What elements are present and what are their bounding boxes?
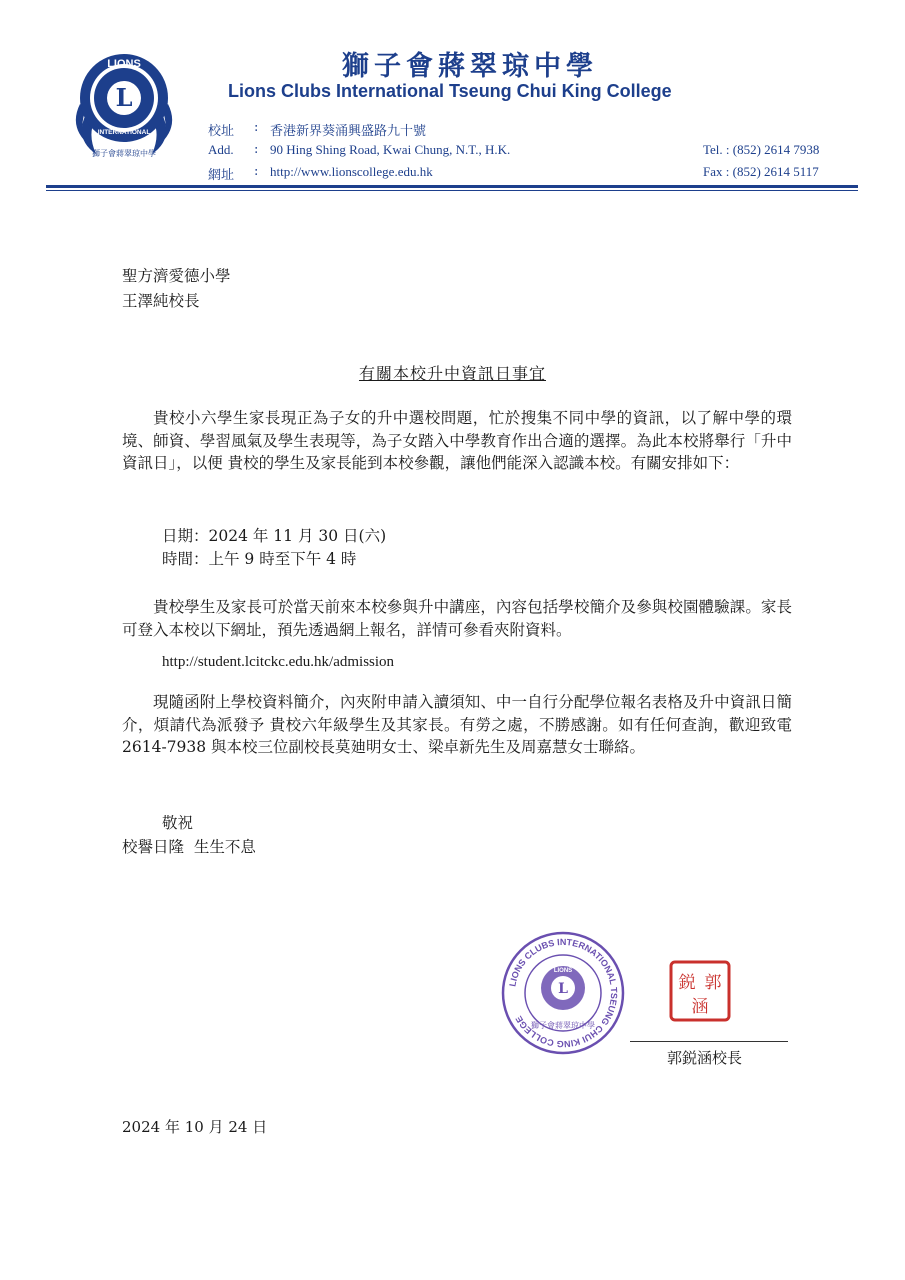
website-label: 網址	[208, 168, 235, 183]
address-en: 90 Hing Shing Road, Kwai Chung, N.T., H.K.	[270, 142, 511, 157]
school-name-english: Lions Clubs International Tseung Chui King College	[228, 81, 672, 101]
seal-char-1: 鋭	[678, 973, 696, 993]
school-name-chinese: 獅子會蔣翠琼中學	[342, 51, 598, 82]
address-en-label: Add.	[208, 142, 234, 157]
principal-name: 郭鋭涵校長	[667, 1049, 743, 1067]
admission-link[interactable]: http://student.lcitckc.edu.hk/admission	[162, 654, 395, 670]
telephone: Tel. : (852) 2614 7938	[703, 142, 820, 157]
letter-date: 2024 年 10 月 24 日	[122, 1118, 268, 1136]
seal-char-3: 涵	[691, 997, 709, 1017]
logo-text-bottom: 獅子會蔣翠琼中學	[92, 149, 156, 158]
colon: :	[254, 164, 259, 179]
letter-subject: 有關本校升中資訊日事宜	[358, 364, 546, 383]
header-rule-thin	[46, 190, 858, 191]
website-link[interactable]: http://www.lionscollege.edu.hk	[270, 164, 433, 179]
paragraph-1: 貴校小六學生家長現正為子女的升中選校問題，忙於搜集不同中學的資訊，以了解中學的環境、師資、學習風氣及學生表現等，為子女踏入中學教育作出合適的選擇。為此本校將舉行「升中資訊日」，以便 貴校的學生及家長能到本校參觀，讓他們能深入認識本校。有關安排如下：	[122, 409, 792, 472]
stamp-letter: L	[558, 981, 568, 997]
stamp-ring-text: LIONS CLUBS INTERNATIONAL TSEUNG CHUI KING COLLEGE	[507, 936, 620, 1050]
signature-line	[630, 1041, 788, 1042]
fax: Fax : (852) 2614 5117	[703, 164, 819, 179]
stamp-bottom-text: 獅子會蔣翠琼中學	[531, 1021, 595, 1030]
recipient-school: 聖方濟愛德小學	[122, 267, 231, 285]
seal-char-2: 郭	[704, 973, 722, 993]
school-stamp	[500, 930, 626, 1056]
event-date: 日期：2024 年 11 月 30 日(六)	[162, 527, 387, 545]
recipient-principal: 王澤純校長	[122, 292, 200, 310]
paragraph-3: 現隨函附上學校資料簡介，內夾附申請入讀須知、中一自行分配學位報名表格及升中資訊日簡介，煩請代為派發予 貴校六年級學生及其家長。有勞之處，不勝感謝。如有任何查詢，歡迎致電 2614-7938 與本校三位副校長莫廸明女士、梁卓新先生及周嘉慧女士聯絡。	[122, 693, 792, 756]
logo-text-band: INTERNATIONAL	[97, 129, 151, 136]
logo-text-top: LIONS	[107, 58, 141, 70]
paragraph-2: 貴校學生及家長可於當天前來本校參與升中講座，內容包括學校簡介及參與校園體驗課。家長可登入本校以下網址，預先透過網上報名，詳情可參看夾附資料。	[122, 598, 792, 639]
address-cn: 香港新界葵涌興盛路九十號	[270, 123, 427, 138]
colon: :	[254, 142, 259, 157]
closing-wish: 校譽日隆 生生不息	[122, 838, 256, 856]
logo-letter: L	[115, 83, 133, 112]
stamp-inner-top: LIONS	[553, 968, 573, 974]
event-time: 時間：上午 9 時至下午 4 時	[162, 550, 357, 568]
closing-salutation: 敬祝	[162, 814, 194, 832]
school-logo	[66, 44, 182, 160]
colon: :	[254, 120, 259, 135]
principal-seal	[669, 960, 731, 1022]
header-rule	[46, 185, 858, 188]
address-cn-label: 校址	[208, 124, 235, 139]
